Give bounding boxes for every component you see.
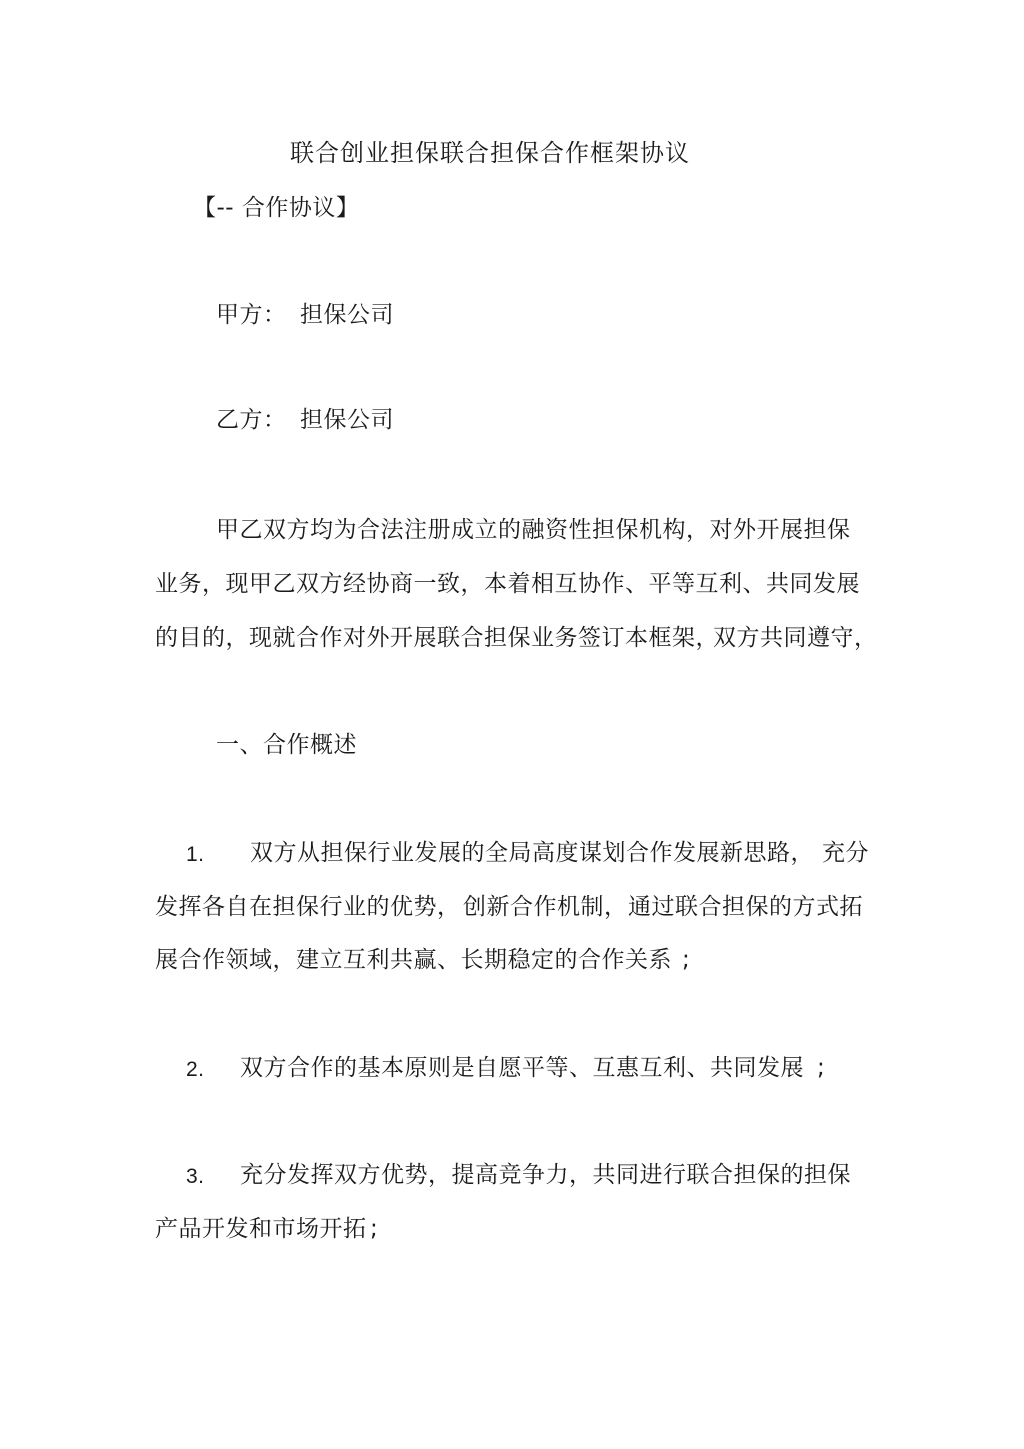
party-b-label: 乙方： [216, 407, 287, 433]
party-a-label: 甲方： [216, 302, 287, 328]
intro-line-2: 业务，现甲乙双方经协商一致，本着相互协作、平等互利、共同发展 [155, 571, 860, 597]
item-1-line-1-tail: 充分 [822, 840, 869, 866]
item-1-line-3: 展合作领域，建立互利共赢、长期稳定的合作关系 [155, 947, 672, 973]
item-3-line-2-tail: ; [370, 1216, 379, 1242]
section-1-heading: 一、合作概述 [216, 732, 357, 758]
item-3-line-1: 充分发挥双方优势，提高竞争力，共同进行联合担保的担保 [240, 1162, 851, 1188]
item-1-line-3-tail: ; [682, 947, 691, 973]
intro-line-3: 的目的，现就合作对外开展联合担保业务签订本框架， [155, 625, 719, 651]
intro-line-3-tail: 双方共同遵守， [713, 625, 878, 651]
item-3-line-2: 产品开发和市场开拓 [155, 1216, 367, 1242]
item-2-line-1: 双方合作的基本原则是自愿平等、互惠互利、共同发展 [240, 1055, 804, 1081]
item-1-line-2b: 创新合作机制， [463, 894, 628, 920]
item-2-line-1-tail: ; [817, 1055, 826, 1081]
item-1-number: 1. [186, 843, 205, 866]
party-a-value: 担保公司 [300, 302, 394, 328]
item-3-number: 3. [186, 1165, 205, 1188]
party-b-value: 担保公司 [300, 407, 394, 433]
item-1-line-1: 双方从担保行业发展的全局高度谋划合作发展新思路， [250, 840, 814, 866]
intro-line-1: 甲乙双方均为合法注册成立的融资性担保机构，对外开展担保 [216, 517, 851, 543]
document-subtitle: 【-- 合作协议】 [193, 195, 360, 221]
item-1-line-2c: 通过联合担保的方式拓 [628, 894, 863, 920]
item-1-line-2a: 发挥各自在担保行业的优势， [155, 894, 461, 920]
item-2-number: 2. [186, 1058, 205, 1081]
document-title: 联合创业担保联合担保合作框架协议 [290, 139, 690, 167]
